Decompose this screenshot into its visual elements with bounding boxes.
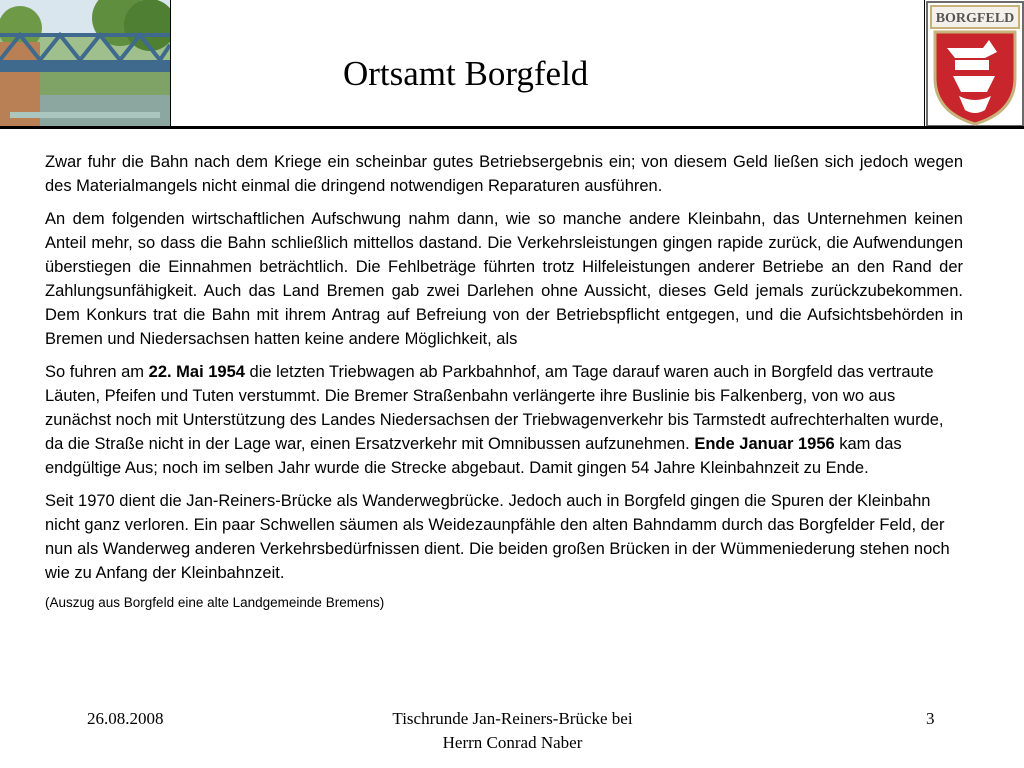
header-divider <box>0 126 1024 129</box>
date-highlight-1956: Ende Januar 1956 <box>694 435 835 453</box>
source-note: (Auszug aus Borgfeld eine alte Landgemeinde Bremens) <box>45 595 385 610</box>
paragraph-1: Zwar fuhr die Bahn nach dem Kriege ein scheinbar gutes Betriebsergebnis ein; von diesem Geld ließen sich jedoch wegen des Materialmangels nicht einmal die dringend notwendigen Reparaturen ausführen. <box>45 153 963 195</box>
footer-caption-line-1: Tischrunde Jan-Reiners-Brücke bei <box>392 709 633 728</box>
main-content <box>45 150 963 621</box>
paragraph-3 <box>45 360 963 480</box>
footer-date: 26.08.2008 <box>87 709 164 728</box>
page-number: 3 <box>926 709 935 728</box>
bridge-photo-graphic <box>0 0 170 128</box>
paragraph-3-text-e: kam das endgültige Aus; noch im selben Jahr wurde die Strecke abgebaut. Damit gingen 54 Jahre Kleinbahnzeit zu Ende. <box>45 435 902 477</box>
logo-text: BORGFELD <box>935 11 1015 26</box>
paragraph-3-text-a: So fuhren am <box>45 363 149 381</box>
bridge-photo <box>0 0 171 128</box>
paragraph-4: Seit 1970 dient die Jan-Reiners-Brücke als Wanderwegbrücke. Jedoch auch in Borgfeld gingen die Spuren der Kleinbahn nicht ganz verloren. Ein paar Schwellen säumen als Weidezaunpfähle den alten Bahndamm durch das Borgfelder Feld, der nun als Wanderweg anderen Verkehrsbedürfnissen dient. Die beiden großen Brücken in der Wümmeniederung stehen noch wie zu Anfang der Kleinbahnzeit. <box>45 492 950 582</box>
date-highlight-1954: 22. Mai 1954 <box>148 363 245 381</box>
footer-caption <box>350 707 675 755</box>
borgfeld-coat-of-arms-icon <box>924 0 1024 128</box>
coat-of-arms-graphic <box>925 0 1024 128</box>
paragraph-3-text-c: die letzten Triebwagen ab Parkbahnhof, am Tage darauf waren auch in Borgfeld das vertraute Läuten, Pfeifen und Tuten verstummt. Die Bremer Straßenbahn verlängerte ihre Buslinie bis Falkenberg, von wo aus zunächst noch mit Unterstützung des Landes Niedersachsen der Triebwagenverkehr bis Tarmstedt aufrechterhalten wurde, da die Straße nicht in der Lage war, einen Ersatzverkehr mit Omnibussen aufzunehmen. <box>45 363 944 453</box>
page-title: Ortsamt Borgfeld <box>343 54 589 93</box>
footer-caption-line-2: Herrn Conrad Naber <box>442 733 583 752</box>
paragraph-2: An dem folgenden wirtschaftlichen Aufschwung nahm dann, wie so manche andere Kleinbahn, das Unternehmen keinen Anteil mehr, so dass die Bahn schließlich mittellos dastand. Die Verkehrsleistungen gingen rapide zurück, die Aufwendungen überstiegen die Einnahmen beträchtlich. Die Fehlbeträge führten trotz Hilfeleistungen anderer Betriebe an den Rand der Zahlungsunfähigkeit. Auch das Land Bremen gab zwei Darlehen ohne Aussicht, dieses Geld jemals zurückzubekommen. Dem Konkurs trat die Bahn mit ihrem Antrag auf Befreiung von der Betriebspflicht entgegen, und die Aufsichtsbehörden in Bremen und Niedersachsen hatten keine andere Möglichkeit, als <box>45 210 963 348</box>
